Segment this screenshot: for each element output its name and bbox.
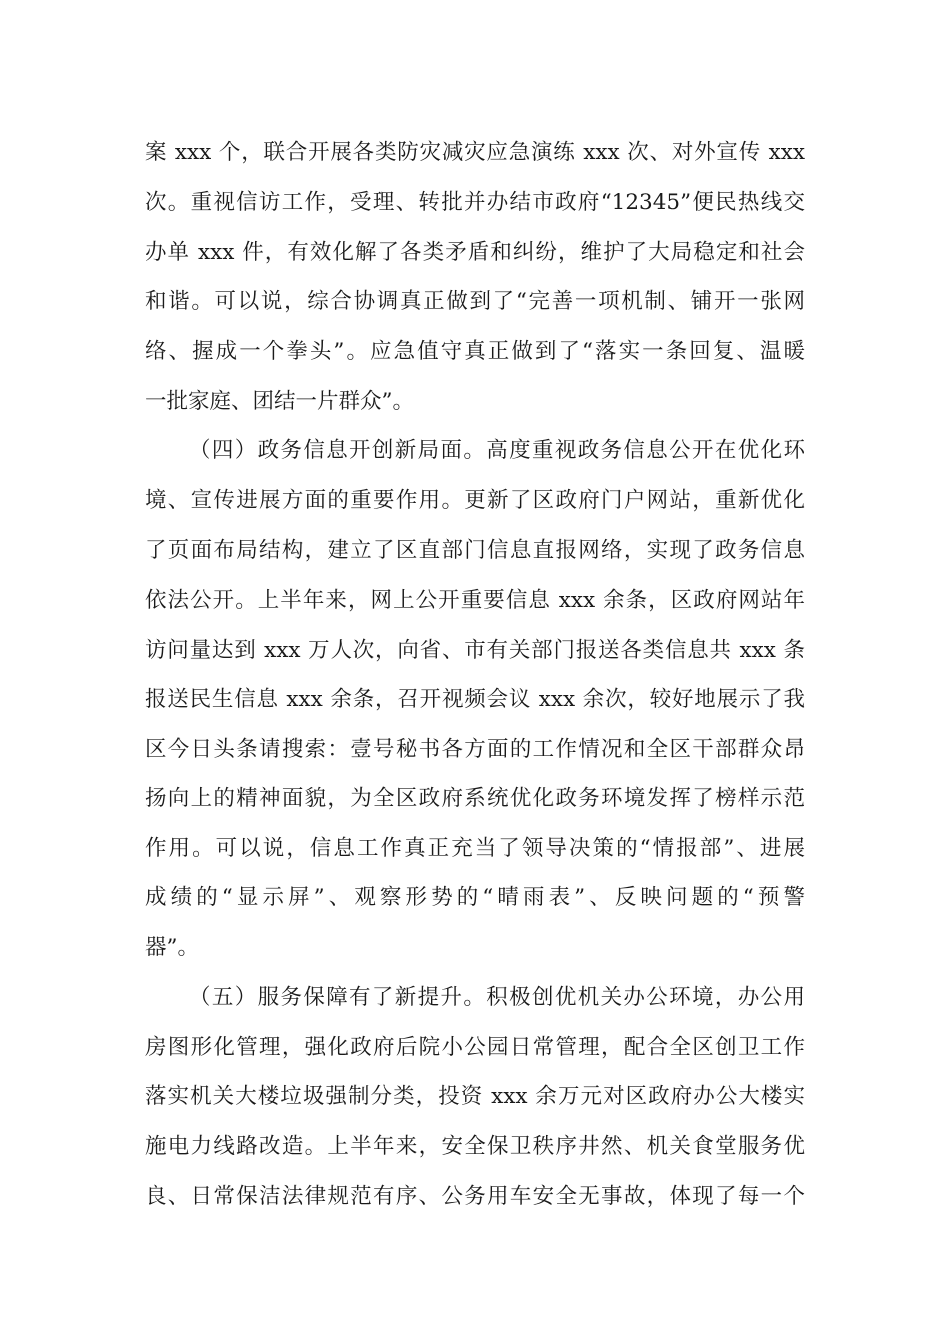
text-line: 依法公开。上半年来，网上公开重要信息 xxx 余条，区政府网站年 bbox=[145, 588, 805, 613]
text-line: 房图形化管理，强化政府后院小公园日常管理，配合全区创卫工作 bbox=[145, 1035, 805, 1060]
section-heading-line: （四）政务信息开创新局面。高度重视政务信息公开在优化环 bbox=[189, 438, 805, 463]
text-line: 案 xxx 个，联合开展各类防灾减灾应急演练 xxx 次、对外宣传 xxx bbox=[145, 140, 805, 165]
text-line: 施电力线路改造。上半年来，安全保卫秩序井然、机关食堂服务优 bbox=[145, 1134, 805, 1159]
text-line: 访问量达到 xxx 万人次，向省、市有关部门报送各类信息共 xxx 条 bbox=[145, 638, 805, 663]
text-line: 报送民生信息 xxx 余条，召开视频会议 xxx 余次，较好地展示了我 bbox=[145, 687, 805, 712]
text-line: 境、宣传进展方面的重要作用。更新了区政府门户网站，重新优化 bbox=[145, 488, 805, 513]
text-line: 良、日常保洁法律规范有序、公务用车安全无事故，体现了每一个 bbox=[145, 1184, 805, 1209]
text-line: 了页面布局结构，建立了区直部门信息直报网络，实现了政务信息 bbox=[145, 538, 805, 563]
text-line: 和谐。可以说，综合协调真正做到了“完善一项机制、铺开一张网 bbox=[145, 289, 805, 314]
text-line: 络、握成一个拳头”。应急值守真正做到了“落实一条回复、温暖 bbox=[145, 339, 805, 364]
text-line: 区今日头条请搜索：壹号秘书各方面的工作情况和全区干部群众昂 bbox=[145, 737, 805, 762]
text-line: 成绩的“显示屏”、观察形势的“晴雨表”、反映问题的“预警 bbox=[145, 885, 805, 910]
text-line: 器”。 bbox=[145, 935, 199, 960]
text-line: 一批家庭、团结一片群众”。 bbox=[145, 389, 414, 414]
text-line: 落实机关大楼垃圾强制分类，投资 xxx 余万元对区政府办公大楼实 bbox=[145, 1084, 805, 1109]
text-line: 办单 xxx 件，有效化解了各类矛盾和纠纷，维护了大局稳定和社会 bbox=[145, 240, 805, 265]
text-line: 作用。可以说，信息工作真正充当了领导决策的“情报部”、进展 bbox=[145, 836, 805, 861]
section-heading-line: （五）服务保障有了新提升。积极创优机关办公环境，办公用 bbox=[189, 985, 805, 1010]
text-line: 扬向上的精神面貌，为全区政府系统优化政务环境发挥了榜样示范 bbox=[145, 786, 805, 811]
text-line: 次。重视信访工作，受理、转批并办结市政府“12345”便民热线交 bbox=[145, 190, 805, 215]
